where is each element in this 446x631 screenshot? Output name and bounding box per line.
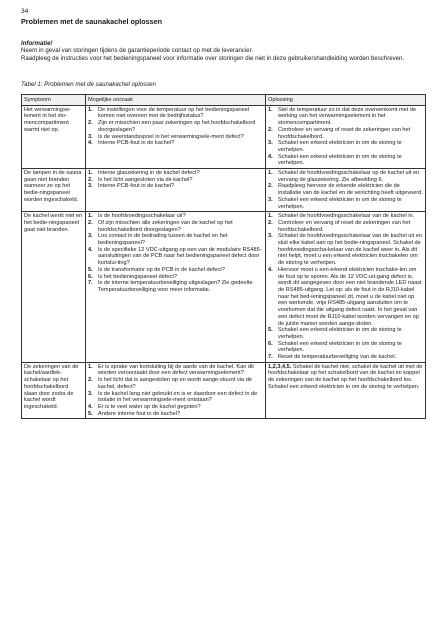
item-number: 5. bbox=[268, 327, 273, 334]
troubleshooting-table bbox=[21, 94, 426, 419]
symptom-cell: De kachel werkt niet en het bedie-ningspaneel gaat niet branden. bbox=[22, 212, 86, 362]
item-number: 1. bbox=[88, 106, 93, 113]
item-text: Interne glaszekering in de kachel defect? bbox=[98, 170, 200, 177]
list-item bbox=[268, 154, 423, 167]
item-text: Is de weerstandsspoel in het verwarmingsele-ment defect? bbox=[98, 133, 244, 140]
item-number: 2. bbox=[88, 120, 93, 127]
item-text: Controleer en vervang of reset de zekeringen van het hoofdschakelbord. bbox=[278, 126, 411, 140]
symptom-cell: Het verwarmingse-lement in het sto-mencompartiment warmt niet op. bbox=[22, 105, 86, 168]
list-item bbox=[268, 197, 423, 210]
item-text: Andere interne fout in de kachel? bbox=[98, 410, 181, 417]
solution-text: Schakel de kachel niet, schakel de kachel uit met de hoofdschakelaar op het schakelbord van de kachel en koppel de zekeringen van de kachel op het hoofdschakelbord los. Schakel een erkend elektricien in om de storing te verhelpen. bbox=[268, 363, 423, 390]
info-line-2: Raadpleeg de instructies voor het bedieningspaneel voor informatie over storingen die niet in deze gebruikershandleiding worden beschreven. bbox=[21, 54, 405, 62]
item-text: Interne PCB-fout in de kachel? bbox=[98, 140, 175, 147]
cause-cell bbox=[86, 212, 266, 362]
cause-cell bbox=[86, 105, 266, 168]
item-number: 4. bbox=[88, 140, 93, 147]
item-text: Zijn er misschien een paar zekeringen op het hoofdschakelbord doorgeslagen? bbox=[98, 120, 256, 133]
list-item bbox=[88, 213, 263, 220]
item-number: 1. bbox=[88, 170, 93, 177]
item-number: 3. bbox=[88, 183, 93, 190]
solution-prefix: 1,2,3,4,5. bbox=[268, 363, 292, 370]
list-item bbox=[268, 267, 423, 327]
list-item bbox=[88, 233, 263, 246]
item-text: Schakel een erkend elektricien in om de storing te verhelpen. bbox=[278, 196, 402, 210]
list-item bbox=[88, 140, 263, 147]
page-title: Problemen met de saunakachel oplossen bbox=[21, 17, 163, 26]
list-item bbox=[268, 354, 423, 361]
item-number: 2. bbox=[268, 126, 273, 133]
list-item bbox=[88, 411, 263, 418]
list-item bbox=[268, 341, 423, 354]
table-row bbox=[22, 169, 426, 212]
item-text: Schakel een erkend elektricien in om de storing te verhelpen. bbox=[278, 327, 402, 340]
item-text: Hiervoor moet u een erkend elektricien inschake-len om de fout op te sporen. Als de 12 VDC-uit-gang defect is, wordt dit aangegeven door een niet brandende LED naast de RS485-uitgang. Let op: als de fout in de RJ10-kabel naar het bed-ieningspaneel zit, moet u de kabel niet op een werkende, vrije RS485-uitgang aansluiten om te voorkomen dat die uitgang defect raakt. In het geval van een defect moet de RJ10-kabel worden vervangen en op de juiste manier worden aange-sloten. bbox=[278, 266, 422, 327]
item-text: Is de interne temperatuurbeveiliging uitgeslagen? Zie gedeelte Temperatuurbeveiliging voor meer informatie. bbox=[98, 280, 253, 293]
item-text: Is het licht aangesloten via de kachel? bbox=[98, 176, 193, 183]
table-row bbox=[22, 105, 426, 168]
list-item bbox=[88, 120, 263, 133]
item-text: Reset de temperatuurbeveiliging van de kachel. bbox=[278, 354, 397, 361]
item-number: 3. bbox=[268, 140, 273, 147]
item-number: 3. bbox=[268, 233, 273, 240]
item-number: 6. bbox=[268, 340, 273, 347]
solution-list bbox=[268, 213, 423, 360]
item-number: 1. bbox=[88, 363, 93, 370]
item-number: 3. bbox=[88, 133, 93, 140]
list-item bbox=[88, 391, 263, 404]
list-item bbox=[268, 220, 423, 233]
solution-cell bbox=[266, 212, 426, 362]
item-number: 2. bbox=[268, 183, 273, 190]
item-number: 7. bbox=[88, 280, 93, 287]
item-text: Los contact in de bedrading tussen de kachel en het bedieningspaneel? bbox=[98, 233, 228, 247]
header-solution: Oplossing bbox=[266, 95, 426, 106]
item-number: 4. bbox=[268, 266, 273, 273]
solution-list bbox=[268, 107, 423, 167]
list-item bbox=[268, 327, 423, 340]
info-line-1: Neem in geval van storingen tijdens de garantieperiode contact op met de leverancier. bbox=[21, 47, 254, 55]
item-number: 4. bbox=[268, 153, 273, 160]
list-item bbox=[88, 183, 263, 190]
cause-list bbox=[88, 213, 263, 293]
item-text: Schakel de hoofdvoedingsschakelaar van de kachel in. bbox=[278, 213, 415, 220]
item-text: Raadpleeg hiervoor de erkende elektricien die de installatie van de kachel en de verlichting heeft uitgevoerd. bbox=[278, 183, 423, 197]
item-number: 1. bbox=[268, 213, 273, 220]
list-item bbox=[88, 267, 263, 274]
item-text: Is het licht dat is aangesloten op en wordt aange-stuurd via de kachel, defect? bbox=[98, 377, 252, 390]
item-text: De instellingen voor de temperatuur op het bedieningspaneel komen niet overeen met de bedrijfsstatus? bbox=[98, 106, 250, 120]
item-text: Interne PCB-fout in de kachel? bbox=[98, 183, 175, 190]
item-text: Is de hoofdvoedingsschakelaar uit? bbox=[98, 213, 186, 220]
list-item bbox=[88, 404, 263, 411]
item-number: 3. bbox=[88, 233, 93, 240]
list-item bbox=[88, 170, 263, 177]
item-text: Schakel een erkend elektricien in om de storing te verhelpen. bbox=[278, 153, 402, 167]
item-text: Of zijn misschien alle zekeringen van de kachel op het hoofdschakelbord doorgeslagen? bbox=[98, 219, 233, 233]
list-item bbox=[88, 247, 263, 267]
header-symptom: Symptoom bbox=[22, 95, 86, 106]
list-item bbox=[268, 213, 423, 220]
table-caption: Tabel 1: Problemen met de saunakachel oplossen bbox=[21, 81, 156, 88]
item-text: Schakel de hoofdvoedingsschakelaar van de kachel uit en sluit elke kabel aan op het bedie-ningspaneel. Schakel de hoofdvoedingsscha-kelaar van de kachel weer in. Als dit niet helpt, moet u een erkend elektricien inschakelen om de storing te verhelpen. bbox=[278, 233, 422, 267]
item-text: Is het bedieningspaneel defect? bbox=[98, 273, 177, 280]
item-text: Schakel de hoofdvoedingsschakelaar op de kachel uit en vervang de glaszekering. Zie afbeelding 6. bbox=[278, 170, 420, 183]
list-item bbox=[88, 280, 263, 293]
item-number: 5. bbox=[88, 410, 93, 417]
item-number: 2. bbox=[88, 377, 93, 384]
item-number: 4. bbox=[88, 403, 93, 410]
solution-list bbox=[268, 170, 423, 210]
table-header-row bbox=[22, 95, 426, 106]
item-number: 4. bbox=[88, 246, 93, 253]
item-text: Is de kachel lang niet gebruikt en is er daardoor een defect in de isolatie in het verwarmingsele-ment ontstaan? bbox=[98, 390, 258, 404]
item-number: 2. bbox=[268, 219, 273, 226]
list-item bbox=[268, 127, 423, 140]
item-text: Stel de temperatuur zo in dat deze overeenkomt met de werking van het verwarmingselement in het stomencompartiment. bbox=[278, 106, 417, 127]
cause-cell bbox=[86, 169, 266, 212]
item-number: 1. bbox=[88, 213, 93, 220]
item-number: 3. bbox=[268, 196, 273, 203]
list-item bbox=[88, 377, 263, 390]
item-number: 3. bbox=[88, 390, 93, 397]
solution-cell bbox=[266, 362, 426, 419]
list-item bbox=[268, 233, 423, 267]
symptom-cell: De lampen in de sauna gaan niet branden wanneer ze op het bedie-ningspaneel worden ingeschakeld. bbox=[22, 169, 86, 212]
item-text: Schakel een erkend elektricien in om de storing te verhelpen. bbox=[278, 340, 402, 354]
list-item bbox=[88, 107, 263, 120]
list-item bbox=[268, 170, 423, 183]
cause-cell bbox=[86, 362, 266, 419]
item-number: 1. bbox=[268, 106, 273, 113]
cause-list bbox=[88, 107, 263, 147]
item-number: 7. bbox=[268, 354, 273, 361]
list-item bbox=[268, 183, 423, 196]
solution-cell bbox=[266, 169, 426, 212]
item-text: Schakel een erkend elektricien in om de storing te verhelpen. bbox=[278, 140, 402, 153]
info-heading: Informatie! bbox=[21, 40, 53, 47]
item-number: 2. bbox=[88, 176, 93, 183]
list-item bbox=[268, 140, 423, 153]
info-note bbox=[21, 40, 425, 62]
list-item bbox=[88, 220, 263, 233]
cause-list bbox=[88, 170, 263, 190]
item-number: 6. bbox=[88, 273, 93, 280]
list-item bbox=[88, 364, 263, 377]
symptom-cell: De zekeringen van de kachel/aardlek-schakelaar op het hoofdschakelbord slaan door zodra de kachel wordt ingeschakeld. bbox=[22, 362, 86, 419]
cause-list bbox=[88, 364, 263, 418]
solution-cell bbox=[266, 105, 426, 168]
item-text: Is de transformator op de PCB in de kachel defect? bbox=[98, 266, 225, 273]
header-cause: Mogelijke oorzaak bbox=[86, 95, 266, 106]
item-number: 1. bbox=[268, 170, 273, 177]
item-text: Is de specifieke 12 VDC-uitgang op een van de modulaire RS485-aansluitingen van de PCB naar het bedieningspaneel defect door kortslui-ting? bbox=[98, 246, 262, 267]
list-item bbox=[88, 274, 263, 281]
list-item bbox=[88, 134, 263, 141]
item-number: 2. bbox=[88, 219, 93, 226]
list-item bbox=[268, 107, 423, 127]
item-text: Controleer en vervang of reset de zekeringen van het hoofdschakelbord. bbox=[278, 219, 411, 233]
table-row bbox=[22, 362, 426, 419]
list-item bbox=[88, 177, 263, 184]
table-row bbox=[22, 212, 426, 362]
item-text: Er is sprake van kortsluiting bij de aarde van de kachel. Kan dit worden veroorzaakt door een defect verwarmingselement? bbox=[98, 363, 254, 377]
page-number: 34 bbox=[21, 8, 29, 15]
item-text: Er is te veel water op de kachel gegoten? bbox=[98, 403, 201, 410]
item-number: 5. bbox=[88, 266, 93, 273]
